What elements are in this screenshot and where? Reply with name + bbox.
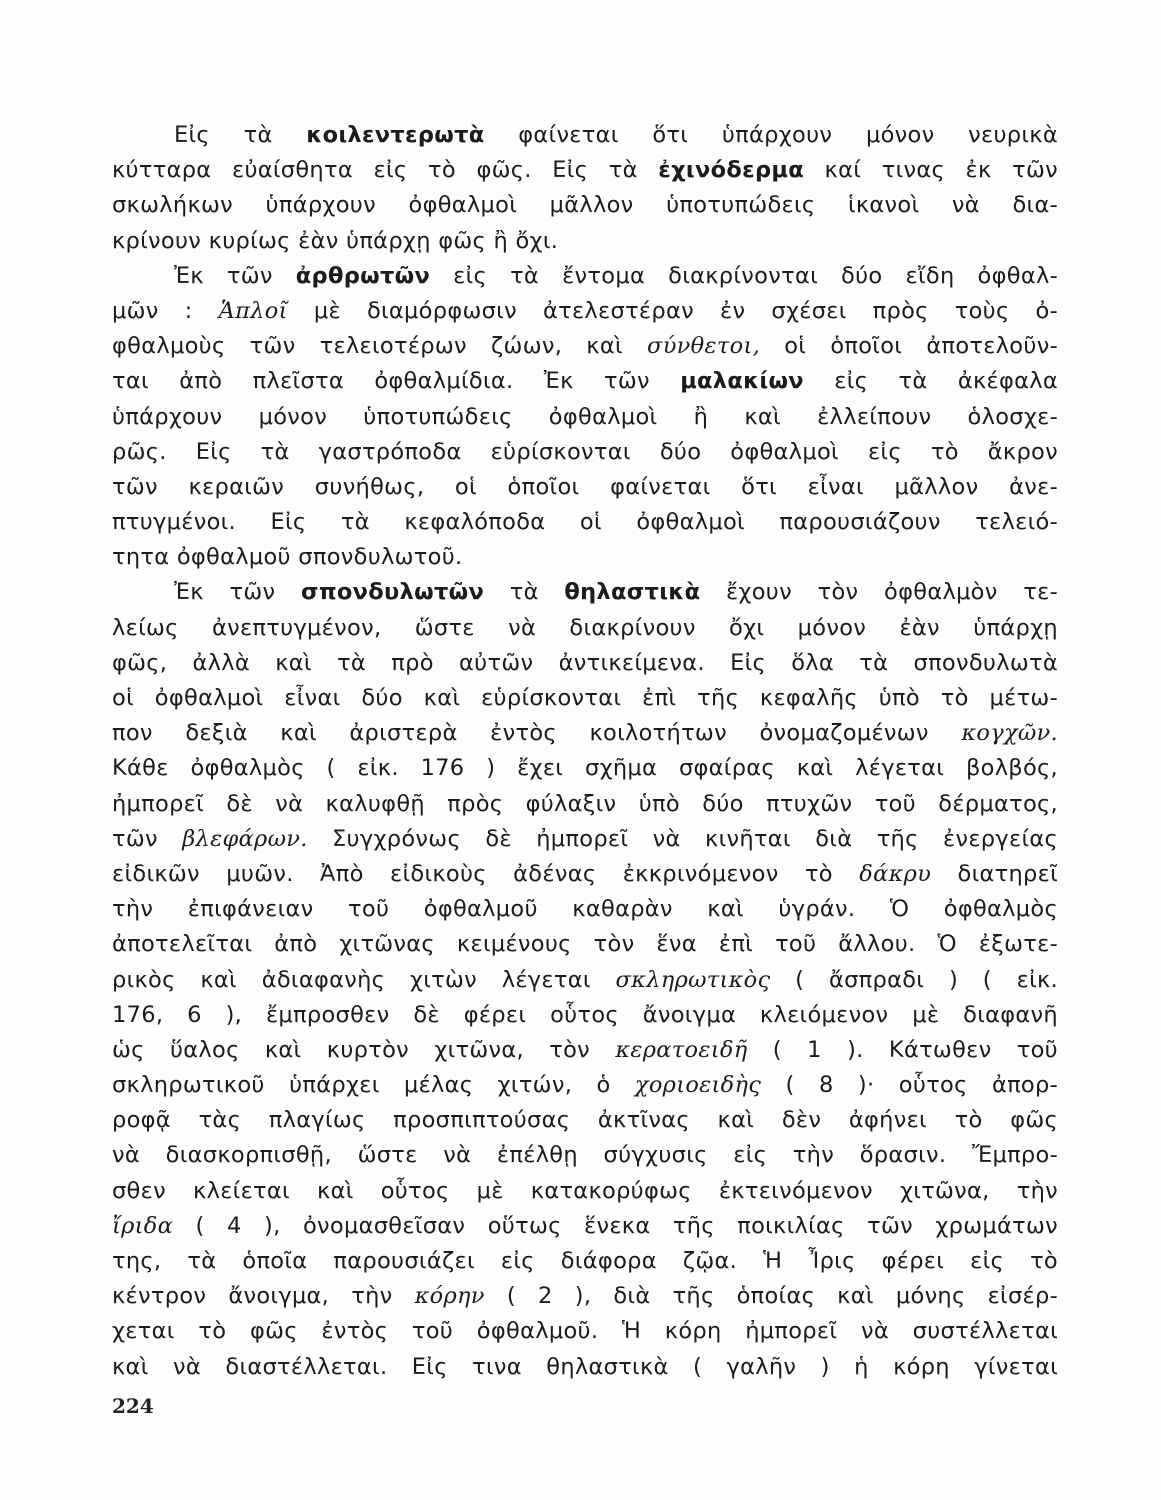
text-span: ( 4 ), ὀνομασθεῖσαν οὕτως ἕνεκα τῆς ποικιλίας τῶν χρωμάτων	[173, 1212, 1058, 1239]
text-line: σκωλήκων ὑπάρχουν ὀφθαλμοὶ μᾶλλον ὑποτυπώδεις ἱκανοὶ νὰ δια-	[112, 192, 1058, 219]
term-arthropods: ἀρθρωτῶν	[295, 262, 431, 289]
body-text	[112, 118, 1058, 1385]
text-line: πτυγμένοι. Εἰς τὰ κεφαλόποδα οἱ ὀφθαλμοὶ παρουσιάζουν τελειό-	[112, 509, 1058, 536]
text-line: χεται τὸ φῶς ἐντὸς τοῦ ὀφθαλμοῦ. Ἡ κόρη ἠμπορεῖ νὰ συστέλλεται	[112, 1318, 1058, 1345]
text-line	[112, 822, 1058, 857]
text-span: τὰ	[484, 579, 565, 606]
text-span: εἰδικῶν μυῶν. Ἀπὸ εἰδικοὺς ἀδένας ἐκκρινόμενον τὸ	[112, 860, 860, 887]
text-span: ( ἄσπραδι ) ( εἰκ.	[770, 966, 1058, 993]
term-iris: ἴριδα	[112, 1212, 174, 1239]
text-line	[112, 857, 1058, 892]
term-mammals: θηλαστικὰ	[564, 579, 701, 606]
text-span: ( 2 ), διὰ τῆς ὁποίας καὶ μόνης εἰσέρ-	[484, 1283, 1058, 1310]
text-line: σθεν κλείεται καὶ οὗτος μὲ κατακορύφως ἐκτεινόμενον χιτῶνα, τὴν	[112, 1177, 1058, 1204]
text-span: οἱ ὁποῖοι ἀποτελοῦν-	[760, 333, 1058, 360]
text-span: φαίνεται ὅτι ὑπάρχουν μόνον νευρικὰ	[484, 122, 1058, 148]
page-number: 224	[112, 1394, 154, 1418]
term-tear: δάκρυ	[859, 860, 932, 887]
text-span: ἔχουν τὸν ὀφθαλμὸν τε-	[700, 579, 1058, 606]
term-sclera: σκληρωτικὸς	[615, 966, 771, 993]
text-line: καὶ νὰ διαστέλλεται. Εἰς τινα θηλαστικὰ ( γαλῆν ) ἡ κόρη γίνεται	[112, 1353, 1058, 1380]
text-line: κρίνουν κυρίως ἐὰν ὑπάρχῃ φῶς ἢ ὄχι.	[112, 227, 559, 254]
text-line: λείως ἀνεπτυγμένον, ὥστε νὰ διακρίνουν ὄχι μόνον ἐὰν ὑπάρχῃ	[112, 614, 1058, 641]
text-span: ( 8 )· οὗτος ἀπορ-	[761, 1072, 1058, 1099]
text-span: Ἐκ τῶν	[174, 579, 301, 606]
text-line	[112, 963, 1058, 998]
term-orbits: κογχῶν.	[961, 720, 1058, 747]
text-span: πον δεξιὰ καὶ ἀριστερὰ ἐντὸς κοιλοτήτων ὀνομαζομένων	[112, 720, 962, 747]
text-line: της, τὰ ὁποῖα παρουσιάζει εἰς διάφορα ζῷα. Ἡ Ἶρις φέρει εἰς τὸ	[112, 1248, 1058, 1274]
text-span: εἰς τὰ ἀκέφαλα	[803, 368, 1058, 395]
text-span: καί τινας ἐκ τῶν	[804, 157, 1058, 184]
term-cornea: κερατοειδῆ	[615, 1036, 748, 1063]
text-line: ροφᾷ τὰς πλαγίως προσπιπτούσας ἀκτῖνας καὶ δὲν ἀφήνει τὸ φῶς	[112, 1107, 1058, 1134]
text-span: διατηρεῖ	[931, 860, 1058, 887]
text-line: ὑπάρχουν μόνον ὑποτυπώδεις ὀφθαλμοὶ ἢ καὶ ἐλλείπουν ὁλοσχε-	[112, 403, 1058, 430]
text-line: 176, 6 ), ἔμπροσθεν δὲ φέρει οὗτος ἄνοιγμα κλειόμενον μὲ διαφανῆ	[112, 1001, 1058, 1028]
term-compound-eyes: σύνθετοι,	[647, 333, 761, 360]
text-span: ( 1 ). Κάτωθεν τοῦ	[747, 1036, 1058, 1063]
text-line: οἱ ὀφθαλμοὶ εἶναι δύο καὶ εὑρίσκονται ἐπὶ τῆς κεφαλῆς ὑπὸ τὸ μέτω-	[112, 685, 1058, 711]
text-span: ται ἀπὸ πλεῖστα ὀφθαλμίδια. Ἐκ τῶν	[112, 368, 681, 395]
text-line	[112, 1033, 1058, 1068]
text-line	[112, 1279, 1058, 1314]
text-span: κέντρον ἄνοιγμα, τὴν	[112, 1283, 415, 1310]
text-span: φθαλμοὺς τῶν τελειοτέρων ζώων, καὶ	[112, 333, 648, 360]
text-line: φῶς, ἀλλὰ καὶ τὰ πρὸ αὐτῶν ἀντικείμενα. Εἰς ὅλα τὰ σπονδυλωτὰ	[112, 649, 1058, 676]
term-pupil: κόρην	[414, 1283, 485, 1310]
text-span: Εἰς	[174, 122, 244, 148]
text-line	[112, 294, 1058, 329]
text-line: ἠμπορεῖ δὲ νὰ καλυφθῇ πρὸς φύλαξιν ὑπὸ δύο πτυχῶν τοῦ δέρματος,	[112, 790, 1058, 817]
text-span: ὡς ὕαλος καὶ κυρτὸν χιτῶνα, τὸν	[112, 1036, 616, 1063]
term-eyelids: βλεφάρων.	[182, 825, 308, 852]
text-line	[112, 575, 1058, 610]
text-line: τὴν ἐπιφάνειαν τοῦ ὀφθαλμοῦ καθαρὰν καὶ ὑγράν. Ὁ ὀφθαλμὸς	[112, 896, 1058, 923]
text-line	[112, 364, 1058, 399]
text-span: ρικὸς καὶ ἀδιαφανὴς χιτὼν λέγεται	[112, 966, 616, 993]
text-line	[112, 716, 1058, 751]
text-line	[112, 153, 1058, 188]
text-span: σκληρωτικοῦ ὑπάρχει μέλας χιτών, ὁ	[112, 1072, 635, 1099]
text-span: κύτταρα εὐαίσθητα εἰς τὸ φῶς. Εἰς τὰ	[112, 157, 659, 184]
text-span: μῶν :	[112, 297, 219, 324]
text-line	[112, 259, 1058, 294]
term-simple-eyes: Ἁπλοῖ	[218, 297, 288, 324]
text-line	[112, 1209, 1058, 1244]
text-line: νὰ διασκορπισθῇ, ὥστε νὰ ἐπέλθῃ σύγχυσις εἰς τὴν ὅρασιν. Ἔμπρο-	[112, 1142, 1058, 1169]
text-line: ἀποτελεῖται ἀπὸ χιτῶνας κειμένους τὸν ἕνα ἐπὶ τοῦ ἄλλου. Ὁ ἐξωτε-	[112, 931, 1058, 958]
text-span: τῶν	[112, 825, 183, 852]
text-span: Συγχρόνως δὲ ἠμπορεῖ νὰ κινῆται διὰ τῆς ἐνεργείας	[307, 825, 1059, 852]
term-coelenterates: κοιλεντερωτὰ	[306, 122, 485, 148]
text-line	[112, 118, 1058, 153]
term-vertebrates: σπονδυλωτῶν	[301, 579, 485, 606]
text-line: τητα ὀφθαλμοῦ σπονδυλωτοῦ.	[112, 544, 463, 571]
text-line	[112, 1068, 1058, 1103]
term-molluscs: μαλακίων	[680, 368, 804, 395]
text-line: ρῶς. Εἰς τὰ γαστρόποδα εὑρίσκονται δύο ὀφθαλμοὶ εἰς τὸ ἄκρον	[112, 438, 1058, 465]
text-line: τῶν κεραιῶν συνήθως, οἱ ὁποῖοι φαίνεται ὅτι εἶναι μᾶλλον ἀνε-	[112, 473, 1058, 500]
text-span: τὰ	[243, 122, 307, 148]
text-span: εἰς τὰ ἔντομα διακρίνονται δύο εἴδη ὀφθαλ-	[430, 262, 1058, 289]
term-echinoderms: ἐχινόδερμα	[658, 157, 804, 184]
term-choroid: χοριοειδὴς	[634, 1072, 762, 1099]
text-span: Ἐκ τῶν	[174, 262, 296, 289]
text-line	[112, 329, 1058, 364]
text-line: Κάθε ὀφθαλμὸς ( εἰκ. 176 ) ἔχει σχῆμα σφαίρας καὶ λέγεται βολβός,	[112, 755, 1058, 782]
text-span: μὲ διαμόρφωσιν ἀτελεστέραν ἐν σχέσει πρὸς τοὺς ὀ-	[287, 297, 1058, 324]
